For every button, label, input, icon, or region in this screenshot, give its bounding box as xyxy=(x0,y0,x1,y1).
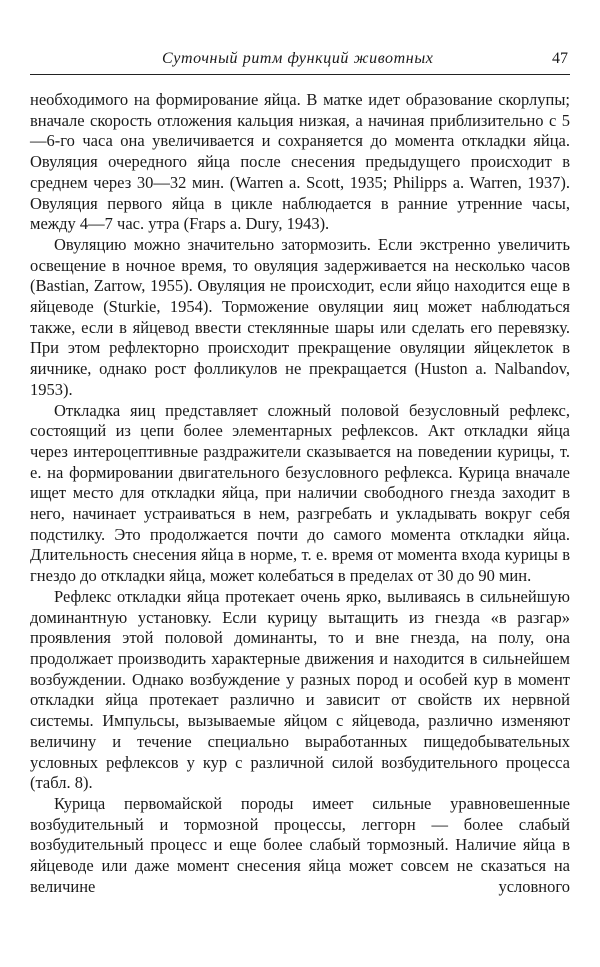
page-number: 47 xyxy=(552,50,568,67)
page-header xyxy=(30,50,570,78)
paragraph-3: Откладка яиц представляет сложный половой безусловный рефлекс, состоящий из цепи более элементарных рефлексов. Акт откладки яйца через интероцептивные раздражители сказывается на поведении курицы, т. е. на формировании двигательного безусловного рефлекса. Курица вначале ищет место для откладки яйца, при наличии свободного гнезда заходит в него, начинает устраиваться в нем, разгребать и укладывать вокруг себя подстилку. Это продолжается почти до самого момента откладки яйца. Длительность снесения яйца в норме, т. е. время от момента входа курицы в гнездо до откладки яйца, может колебаться в пределах от 30 до 90 мин. xyxy=(30,400,570,586)
body-text xyxy=(30,90,570,897)
running-title: Суточный ритм функций животных xyxy=(162,50,434,67)
paragraph-5: Курица первомайской породы имеет сильные уравновешенные возбудительный и тормозной процессы, леггорн — более слабый возбудительный процесс и еще более слабый тормозный. Наличие яйца в яйцеводе или даже момент снесения яйца может совсем не сказаться на величине условного xyxy=(30,793,570,896)
paragraph-2: Овуляцию можно значительно затормозить. Если экстренно увеличить освещение в ночное время, то овуляция задерживается на несколько часов (Bastian, Zarrow, 1955). Овуляция не происходит, если яйцо находится еще в яйцеводе (Sturkie, 1954). Торможение овуляции яиц может наблюдаться также, если в яйцевод ввести стеклянные шары или сделать его перевязку. При этом рефлекторно происходит прекращение овуляции яйцеклеток в яичнике, однако рост фолликулов не прекращается (Huston a. Nalbandov, 1953). xyxy=(30,234,570,399)
header-rule xyxy=(30,74,570,75)
paragraph-4: Рефлекс откладки яйца протекает очень ярко, выливаясь в сильнейшую доминантную установку. Если курицу вытащить из гнезда «в разгар» проявления этой половой доминанты, то и вне гнезда, на полу, она продолжает производить характерные движения и находится в сильнейшем возбуждении. Однако возбуждение у разных пород и особей кур в момент откладки яйца протекает различно и зависит от свойств их нервной системы. Импульсы, вызываемые яйцом с яйцевода, различно изменяют величину и течение специально выработанных пищедобывательных условных рефлексов у кур с различной силой возбудительного процесса (табл. 8). xyxy=(30,586,570,793)
paragraph-1: необходимого на формирование яйца. В матке идет образование скорлупы; вначале скорость отложения кальция низкая, а начиная приблизительно с 5—6-го часа она увеличивается и сохраняется до момента откладки яйца. Овуляция очередного яйца после снесения предыдущего происходит в среднем через 30—32 мин. (Warren a. Scott, 1935; Philipps a. Warren, 1937). Овуляция первого яйца в цикле наблюдается в ранние утренние часы, между 4—7 час. утра (Fraps a. Dury, 1943). xyxy=(30,90,570,234)
